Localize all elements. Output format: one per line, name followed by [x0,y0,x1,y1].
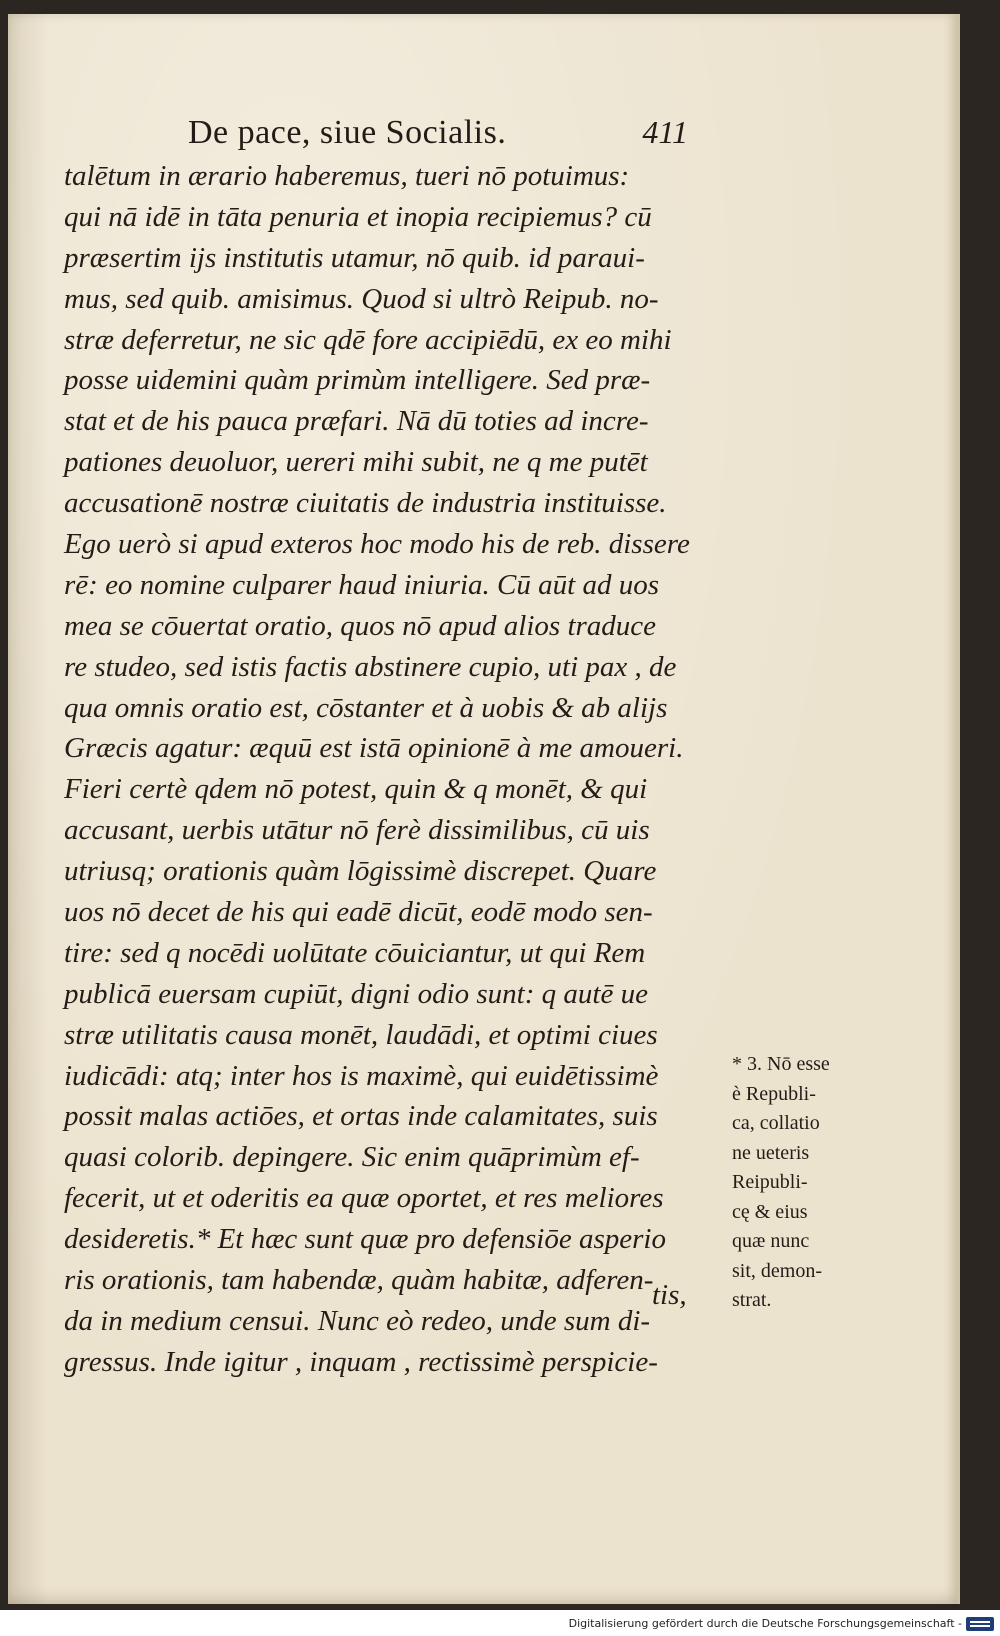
marginal-note-line: quæ nunc [732,1230,810,1252]
text-line: desideretis.* Et hæc sunt quæ pro defensiōe asperio [64,1223,666,1256]
marginal-note-line: * 3. Nō esse [732,1053,830,1075]
marginal-note-line: cę & eius [732,1200,808,1223]
text-line: utriusq; orationis quàm lōgissimè discrepet. Quare [64,855,657,888]
dfg-logo-icon [966,1617,994,1631]
text-line: pationes deuoluor, uereri mihi subit, ne q me putēt [64,446,648,479]
text-line: qui nā idē in tāta penuria et inopia recipiemus? cū [64,200,652,233]
text-line: quasi colorib. depingere. Sic enim quāprimùm ef- [64,1141,640,1174]
catchword: tis, [652,1279,687,1311]
text-line: mus, sed quib. amisimus. Quod si ultrò Reipub. no- [64,282,659,315]
book-page [8,14,960,1604]
marginal-note-line: ca, collatio [732,1112,820,1134]
main-text-block [64,156,704,1383]
text-line: accusant, uerbis utātur nō ferè dissimilibus, cū uis [64,814,650,847]
marginal-note-line: ne ueteris [732,1141,810,1164]
text-line: Græcis agatur: æquū est istā opinionē à me amoueri. [64,732,684,765]
text-line: Fieri certè qdem nō potest, quin & q monēt, & qui [64,773,648,806]
text-line: possit malas actiōes, et ortas inde calamitates, suis [64,1100,658,1133]
text-line: da in medium censui. Nunc eò redeo, unde sum di- [64,1304,651,1337]
marginal-note-line: Reipubli- [732,1171,808,1193]
text-line: publicā euersam cupiūt, digni odio sunt: q autē ue [64,977,648,1010]
text-line: præsertim ijs institutis utamur, nō quib. id paraui- [64,241,645,274]
text-line: tire: sed q nocēdi uolūtate cōuiciantur, ut qui Rem [64,936,646,969]
text-line: accusationē nostræ ciuitatis de industria instituisse. [64,487,667,520]
text-line: ris orationis, tam habendæ, quàm habitæ, adferen- [64,1264,654,1297]
text-line: re studeo, sed istis factis abstinere cupio, uti pax , de [64,650,677,683]
text-line: stræ deferretur, ne sic qdē fore accipiēdū, ex eo mihi [64,323,672,356]
text-line: talētum in ærario haberemus, tueri nō potuimus: [64,160,630,192]
text-line: gressus. Inde igitur , inquam , rectissimè perspicie- [64,1345,658,1378]
text-line: Ego uerò si apud exteros hoc modo his de reb. dissere [64,528,690,561]
text-line: rē: eo nomine culparer haud iniuria. Cū aūt ad uos [64,568,659,601]
text-line: qua omnis oratio est, cōstanter et à uobis & ab alijs [64,691,668,724]
text-line: fecerit, ut et oderitis ea quæ oportet, et res meliores [64,1182,664,1215]
running-title: De pace, siue Socialis. [188,114,507,151]
text-line: iudicādi: atq; inter hos is maximè, qui euidētissimè [64,1059,659,1092]
digitization-credit: Digitalisierung gefördert durch die Deutsche Forschungsgemeinschaft - [568,1617,962,1630]
marginal-note-line: strat. [732,1289,772,1311]
text-line: stat et de his pauca præfari. Nā dū toties ad incre- [64,405,649,438]
text-line: posse uidemini quàm primùm intelligere. Sed præ- [64,364,651,397]
text-line: uos nō decet de his qui eadē dicūt, eodē modo sen- [64,896,653,929]
text-line: stræ utilitatis causa monēt, laudādi, et optimi ciues [64,1018,658,1051]
marginal-note-line: è Republi- [732,1082,816,1105]
marginal-note [732,1050,852,1316]
marginal-note-line: sit, demon- [732,1259,822,1282]
text-line: mea se cōuertat oratio, quos nō apud alios traduce [64,609,657,642]
running-head [188,114,688,160]
page-number: 411 [642,114,688,150]
